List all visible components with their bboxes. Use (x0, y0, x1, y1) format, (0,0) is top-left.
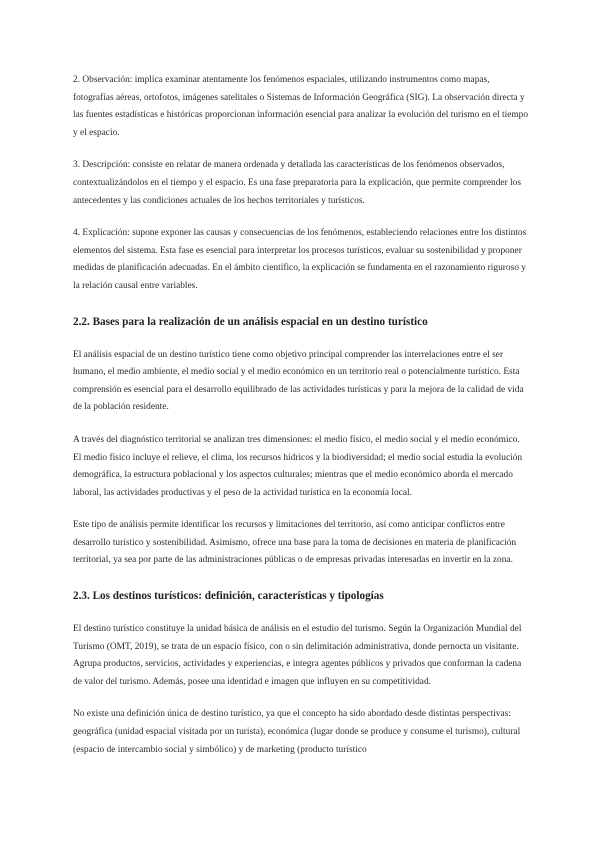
paragraph-diagnostico-territorial: A través del diagnóstico territorial se analizan tres dimensiones: el medio físico, el medio social y el medio económico. El medio físico incluye el relieve, el clima, los recursos hídricos y la biodiversidad; el medio social estudia la evolución demográfica, la estructura poblacional y los aspectos culturales; mientras que el medio económico aborda el mercado laboral, las actividades productivas y el peso de la actividad turística en la economía local. (73, 434, 523, 498)
paragraph-tipo-analisis: Este tipo de análisis permite identificar los recursos y limitaciones del territorio, así como anticipar conflictos entre desarrollo turístico y sostenibilidad. Asimismo, ofrece una base para la toma de decisiones en materia de planificación territorial, ya sea por parte de las administraciones públicas o de empresas privadas interesadas en invertir en la zona. (73, 520, 517, 566)
section-heading-2-3: 2.3. Los destinos turísticos: definición, características y tipologías (73, 590, 384, 603)
paragraph-destino-turistico: El destino turístico constituye la unidad básica de análisis en el estudio del turismo. Según la Organización Mundial del Turismo (OMT, 2019), se trata de un espacio físico, con o sin delimitación administrativa, donde pernocta un visitante. Agrupa productos, servicios, actividades y experiencias, e integra agentes públicos y privados que conforman la cadena de valor del turismo. Además, posee una identidad e imagen que influyen en su competitividad. (73, 624, 522, 687)
paragraph-analisis-espacial: El análisis espacial de un destino turístico tiene como objetivo principal comprender las interrelaciones entre el ser humano, el medio ambiente, el medio social y el medio económico en un territorio real o potencialmente turístico. Esta comprensión es esencial para el desarrollo equilibrado de las actividades turísticas y para la mejora de la calidad de vida de la población residente. (73, 349, 524, 413)
paragraph-explicacion: 4. Explicación: supone exponer las causas y consecuencias de los fenómenos, estableciendo relaciones entre los distintos elementos del sistema. Esta fase es esencial para interpretar los procesos turísticos, evaluar su sostenibilidad y proponer medidas de planificación adecuadas. En el ámbito científico, la explicación se fundamenta en el razonamiento riguroso y la relación causal entre variables. (73, 228, 527, 291)
paragraph-descripcion: 3. Descripción: consiste en relatar de manera ordenada y detallada las características de los fenómenos observados, contextualizándolos en el tiempo y el espacio. Es una fase preparatoria para la explicación, que permite comprender los antecedentes y las condiciones actuales de los hechos territoriales y turísticos. (73, 160, 521, 206)
paragraph-observacion: 2. Observación: implica examinar atentamente los fenómenos espaciales, utilizando instrumentos como mapas, fotografías aéreas, ortofotos, imágenes satelitales o Sistemas de Información Geográfica (SIG). La observación directa y las fuentes estadísticas e históricas proporcionan información esencial para analizar la evolución del turismo en el tiempo y el espacio. (73, 75, 529, 138)
paragraph-definicion-destino: No existe una definición única de destino turístico, ya que el concepto ha sido abordado desde distintas perspectivas: geográfica (unidad espacial visitada por un turista), económica (lugar donde se produce y consume el turismo), cultural (espacio de intercambio social y simbólico) y de marketing (producto turístico (73, 709, 521, 755)
section-heading-2-2: 2.2. Bases para la realización de un análisis espacial en un destino turístico (73, 315, 428, 328)
